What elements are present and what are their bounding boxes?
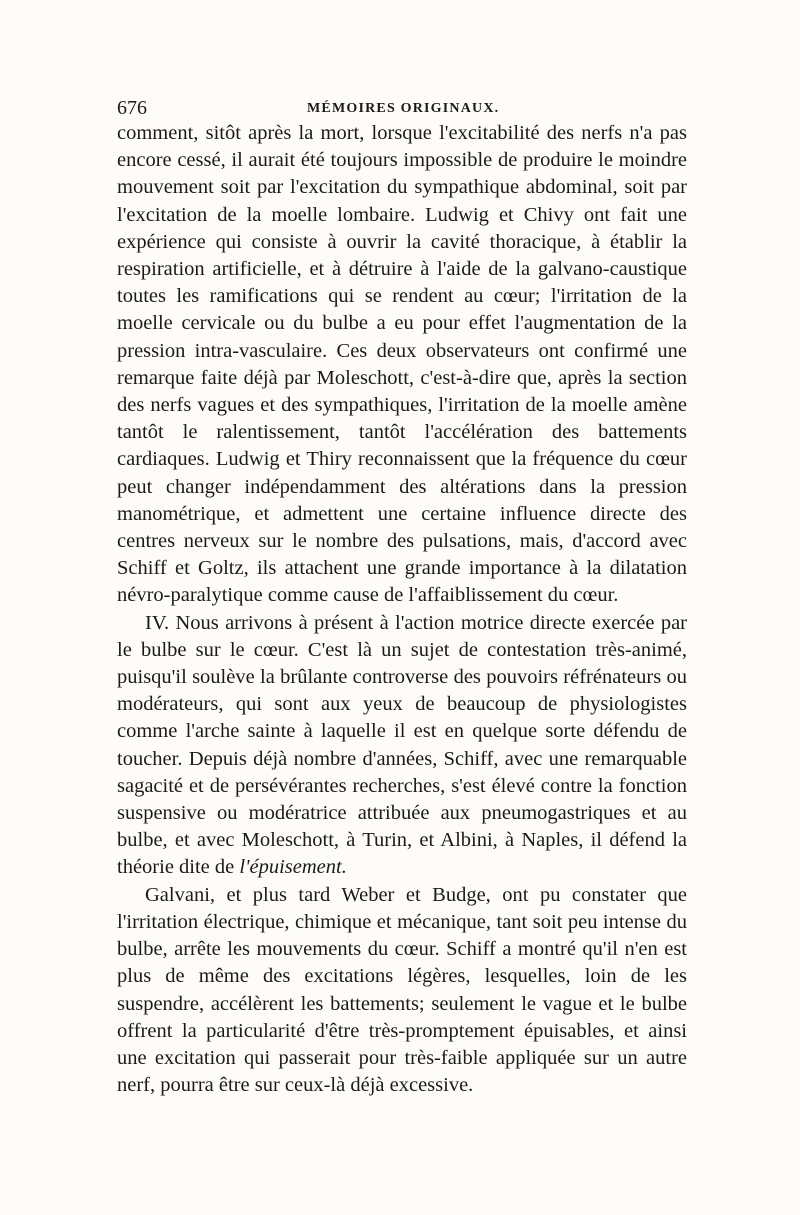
paragraph-section-iv <box>117 610 687 882</box>
page-number: 676 <box>117 97 147 119</box>
text-body <box>117 120 687 1099</box>
paragraph-section-iv-text: IV. Nous arrivons à présent à l'action motrice directe exercée par le bulbe sur le cœur. C'est là un sujet de contestation très-animé, puisqu'il soulève la brûlante controverse des pouvoirs réfrénateurs ou modérateurs, qui sont aux yeux de beaucoup de physiologistes comme l'arche sainte à laquelle il est en quelque sorte défendu de toucher. Depuis déjà nombre d'années, Schiff, avec une remarquable sagacité et de persévérantes recherches, s'est élevé contre la fonction suspensive ou modératrice attribuée aux pneumogastriques et au bulbe, et avec Moleschott, à Turin, et Albini, à Naples, il défend la théorie dite de <box>117 611 687 879</box>
emphasis-epuisement: l'épuisement. <box>239 856 347 879</box>
paragraph-galvani: Galvani, et plus tard Weber et Budge, ont pu constater que l'irritation électrique, chimique et mécanique, tant soit peu intense du bulbe, arrête les mouvements du cœur. Schiff a montré qu'il n'en est plus de même des excitations légères, lesquelles, loin de les suspendre, accélèrent les battements; seulement le vague et le bulbe offrent la particularité d'être très-promptement épuisables, et ainsi une excitation qui passerait pour très-faible appliquée sur un autre nerf, pourra être sur ceux-là déjà excessive. <box>117 883 687 1097</box>
paragraph-continued: comment, sitôt après la mort, lorsque l'excitabilité des nerfs n'a pas encore cessé, il aurait été toujours impossible de produire le moindre mouvement soit par l'excitation du sympathique abdominal, soit par l'excitation de la moelle lombaire. Ludwig et Chivy ont fait une expérience qui consiste à ouvrir la cavité thoracique, à établir la respiration artificielle, et à détruire à l'aide de la galvano-caustique toutes les ramifications qui se rendent au cœur; l'irritation de la moelle cervicale ou du bulbe a eu pour effet l'augmentation de la pression intra-vasculaire. Ces deux observateurs ont confirmé une remarque faite déjà par Moleschott, c'est-à-dire que, après la section des nerfs vagues et des sympathiques, l'irritation de la moelle amène tantôt le ralentissement, tantôt l'accélération des battements cardiaques. Ludwig et Thiry reconnaissent que la fréquence du cœur peut changer indépendamment des altérations dans la pression manométrique, et admettent une certaine influence directe des centres nerveux sur le nombre des pulsations, mais, d'accord avec Schiff et Goltz, ils attachent une grande importance à la dilatation névro-paralytique comme cause de l'affaiblissement du cœur. <box>117 122 687 607</box>
running-title: MÉMOIRES ORIGINAUX. <box>307 101 500 116</box>
